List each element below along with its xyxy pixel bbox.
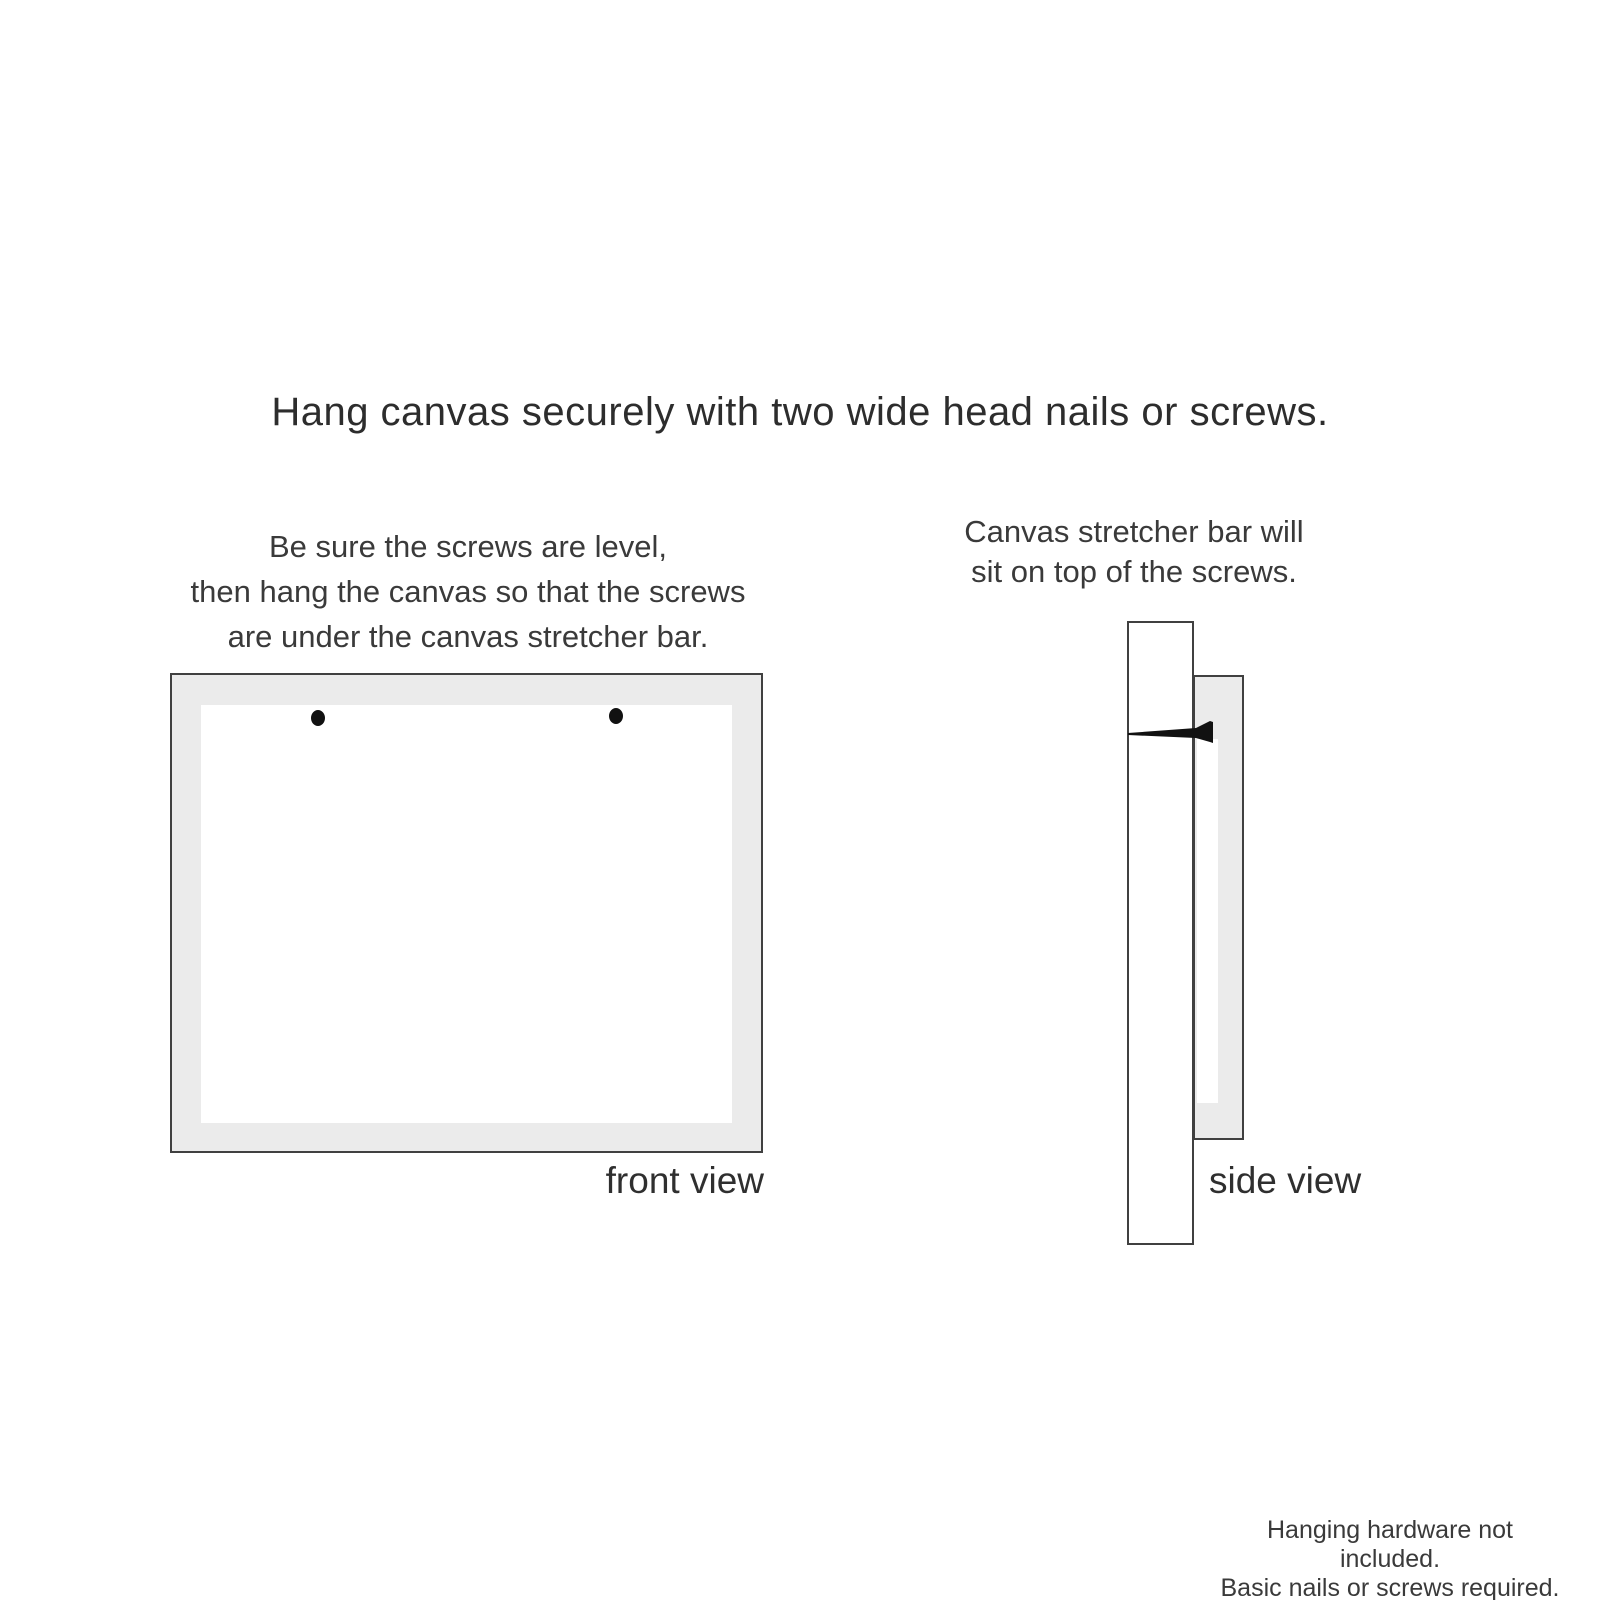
front-view-instructions [170, 524, 766, 659]
side-view-canvas-inner-strip [1197, 739, 1218, 1103]
hardware-disclaimer [1218, 1516, 1562, 1600]
side-instruction-line-2: sit on top of the screws. [971, 554, 1297, 589]
side-view-instructions [934, 512, 1334, 592]
screw-head-left-icon [311, 710, 325, 726]
front-instruction-line-1: Be sure the screws are level, [268, 529, 667, 564]
front-instruction-line-2: then hang the canvas so that the screws [190, 574, 746, 609]
page-title: Hang canvas securely with two wide head nails or screws. [271, 390, 1329, 434]
side-instruction-line-1: Canvas stretcher bar will [964, 514, 1304, 549]
disclaimer-line-1: Hanging hardware not included. [1267, 1516, 1513, 1573]
side-view-caption: side view [1209, 1160, 1362, 1201]
disclaimer-line-2: Basic nails or screws required. [1220, 1574, 1560, 1600]
front-instruction-line-3: are under the canvas stretcher bar. [227, 619, 709, 654]
nail-icon [1120, 713, 1220, 749]
front-view-caption: front view [605, 1160, 764, 1201]
front-view-canvas-diagram [170, 673, 763, 1153]
screw-head-right-icon [609, 708, 623, 724]
front-view-canvas-inner-face [201, 705, 732, 1123]
